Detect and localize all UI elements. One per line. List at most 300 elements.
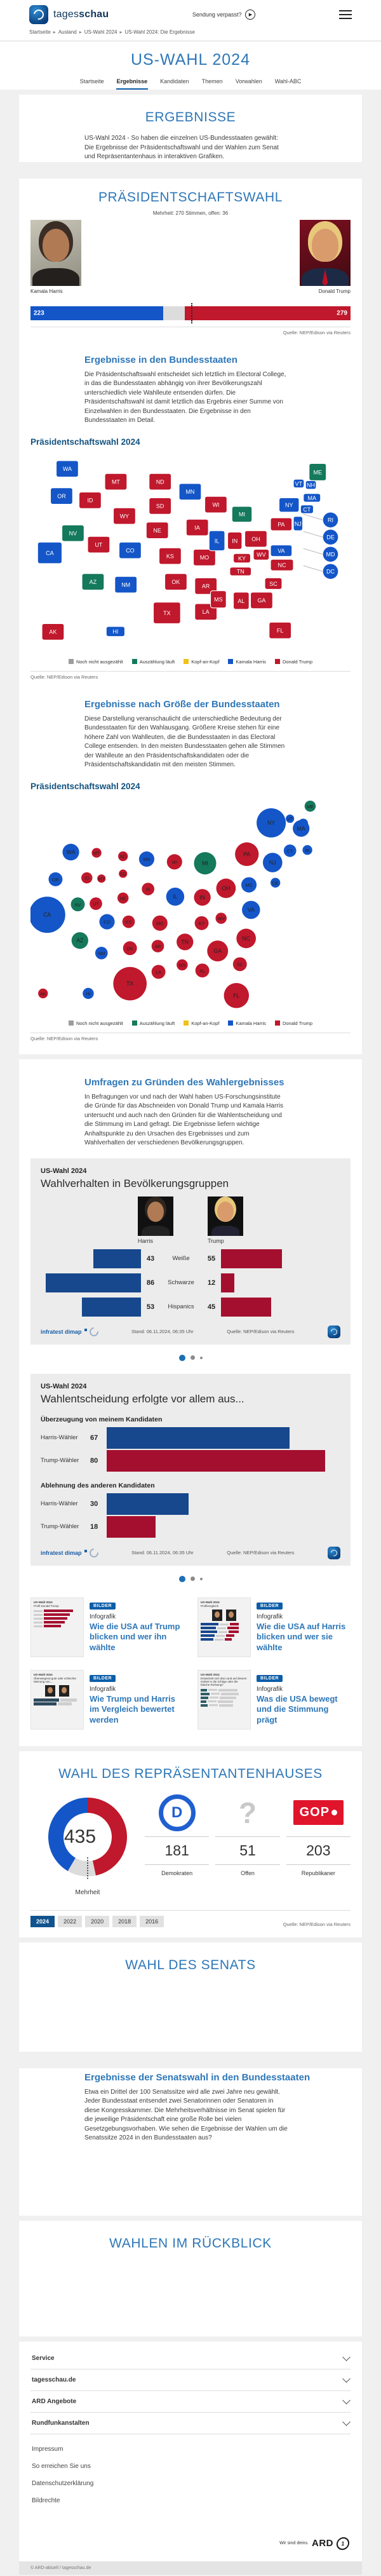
harris-photo: [30, 220, 81, 286]
party-column-demokraten: [145, 1794, 209, 1876]
footer-accordion-tagesschau-de[interactable]: [30, 2369, 351, 2391]
svg-text:KS: KS: [125, 919, 132, 925]
year-buttons: [30, 1916, 164, 1927]
teaser-thumbnail: [30, 1670, 84, 1730]
svg-text:IA: IA: [145, 886, 150, 892]
size-heading: Ergebnisse nach Größe der Bundesstaaten: [84, 698, 280, 710]
breadcrumb-separator-icon: ▸: [53, 29, 56, 35]
svg-text:ID: ID: [84, 876, 90, 881]
bubble-state-IA[interactable]: [142, 883, 154, 895]
bubble-state-AZ[interactable]: [72, 932, 88, 949]
map-state-MS[interactable]: [211, 590, 227, 607]
carousel-dot[interactable]: [190, 1576, 195, 1581]
footer-link-so-erreichen-sie-uns[interactable]: So erreichen Sie uns: [32, 2462, 91, 2470]
ard-claim: Wir sind deins.: [279, 2541, 309, 2545]
map-state-NV[interactable]: [62, 525, 84, 541]
bubble-state-NY[interactable]: [257, 808, 286, 837]
map-state-NC[interactable]: [271, 559, 293, 571]
senate-card: [19, 1942, 362, 2052]
svg-text:OH: OH: [251, 535, 260, 542]
house-total: 435: [64, 1826, 97, 1847]
thumb-bar: [201, 1704, 208, 1707]
breadcrumb-separator-icon: ▸: [79, 29, 82, 35]
carousel-dot[interactable]: [200, 1357, 203, 1359]
group-heading: Ablehnung des anderen Kandidaten: [41, 1481, 155, 1489]
ergebnisse-title: ERGEBNISSE: [145, 110, 236, 125]
map-state-RI[interactable]: [323, 512, 338, 527]
demographic-row: [41, 1249, 340, 1268]
svg-text:VA: VA: [247, 906, 255, 913]
bubble-state-AL[interactable]: [196, 963, 210, 977]
harris-photo-small: [138, 1196, 173, 1236]
row-label: Trump-Wähler: [41, 1523, 79, 1530]
svg-text:RI: RI: [328, 517, 333, 524]
map-state-DC[interactable]: [323, 564, 338, 579]
gop-logo-icon: GOP: [293, 1800, 344, 1825]
bubble-state-CO[interactable]: [99, 914, 114, 929]
map-state-OR[interactable]: [51, 487, 73, 504]
svg-text:MT: MT: [111, 478, 120, 485]
bubble-state-UT[interactable]: [90, 897, 102, 910]
svg-text:WI: WI: [212, 501, 220, 508]
harris-value: 43: [146, 1254, 155, 1263]
bubble-state-SD[interactable]: [119, 869, 127, 878]
thumb-bar: [34, 1702, 57, 1705]
bubble-state-AR[interactable]: [152, 940, 164, 952]
bubble-legend: [25, 1020, 356, 1026]
legend-item: [69, 1020, 123, 1026]
president-title: PRÄSIDENTSCHAFTSWAHL: [98, 189, 283, 205]
senate-states-heading: Ergebnisse der Senatswahl in den Bundesstaaten: [84, 2071, 311, 2083]
map-state-VA[interactable]: [271, 545, 292, 556]
party-columns: [145, 1789, 351, 1876]
map-state-MN[interactable]: [179, 483, 201, 499]
legend-item: [228, 1020, 266, 1026]
trump-bar: [221, 1298, 271, 1317]
svg-text:HI: HI: [112, 628, 119, 635]
map-state-FL[interactable]: [269, 622, 291, 639]
map-legend: [25, 659, 356, 665]
legend-swatch: [184, 659, 189, 664]
svg-text:IL: IL: [214, 537, 220, 544]
breadcrumb-separator-icon: ▸: [119, 29, 123, 35]
legend-swatch: [228, 1020, 233, 1026]
footer-links: [30, 2434, 351, 2516]
map-state-TX[interactable]: [154, 602, 181, 623]
footer-accordion-service[interactable]: [30, 2348, 351, 2369]
map-state-MO[interactable]: [194, 549, 216, 566]
bubble-state-AK[interactable]: [38, 988, 48, 998]
map-state-CA[interactable]: [37, 542, 62, 564]
map-state-PA[interactable]: [271, 517, 292, 530]
legend-item: [275, 1020, 312, 1026]
thumb-bar: [218, 1700, 233, 1704]
thumb-photo-harris: [212, 1610, 222, 1621]
thumb-bar: [201, 1638, 213, 1641]
title-band: [0, 42, 381, 90]
legend-item: [69, 659, 123, 665]
teaser-kicker: Infografik: [90, 1685, 116, 1693]
teaser-text: [257, 1670, 351, 1730]
callout-line: [304, 531, 323, 537]
bubble-state-IL[interactable]: [166, 887, 184, 905]
bubble-state-ID[interactable]: [81, 872, 93, 883]
bubble-state-GA[interactable]: [207, 940, 228, 961]
bubble-state-RI[interactable]: [302, 845, 312, 855]
teaser-article[interactable]: [197, 1597, 351, 1657]
umfragen-body: In Befragungen vor und nach der Wahl haben US-Forschungsinstitute die Gründe für das Abschneiden von Donald Trump und Kamala Harris untersucht und auch nach den Gründen für die Wahlentscheidung und die Stimmung im Land gefragt. Die Ergebnisse liefern wichtige Anhaltspunkte zu den Ursachen des Ergebnisses und zum Wahlverhalten der verschiedenen Bevölkerungsgruppen.: [84, 1093, 283, 1146]
bubble-state-NJ[interactable]: [263, 853, 283, 872]
thumb-bar: [229, 1630, 239, 1634]
svg-text:WV: WV: [217, 916, 225, 921]
tab-vorwahlen[interactable]: Vorwahlen: [235, 78, 262, 85]
teaser-article[interactable]: [197, 1670, 351, 1730]
map-state-NH[interactable]: [305, 480, 316, 489]
svg-text:TN: TN: [236, 568, 244, 575]
map-state-AL[interactable]: [234, 592, 250, 609]
bubble-state-WI[interactable]: [167, 854, 182, 869]
source-note: Quelle: NEP/Edison via Reuters: [227, 1550, 295, 1556]
bubble-state-VT[interactable]: [286, 814, 294, 822]
bilder-badge: BILDER: [257, 1603, 283, 1610]
svg-text:AL: AL: [199, 968, 205, 973]
bubble-state-ME[interactable]: [305, 800, 316, 811]
row-value: 67: [90, 1434, 98, 1442]
map-state-ME[interactable]: [309, 463, 326, 480]
year-button-2018[interactable]: 2018: [112, 1916, 137, 1927]
bubble-state-MS[interactable]: [177, 959, 188, 970]
bubble-state-OK[interactable]: [123, 941, 137, 955]
bubble-state-NE[interactable]: [117, 892, 129, 904]
accordion-label: ARD Angebote: [32, 2397, 77, 2405]
majority-label: Mehrheit: [75, 1888, 100, 1896]
carousel-dot[interactable]: [179, 1355, 185, 1361]
harris-bar-zone: [41, 1298, 141, 1317]
svg-text:NM: NM: [98, 951, 105, 956]
svg-text:MO: MO: [199, 554, 210, 561]
svg-text:OK: OK: [126, 946, 133, 951]
tab-wahl-abc[interactable]: Wahl-ABC: [274, 78, 302, 85]
source-note: Quelle: NEP/Edison via Reuters: [227, 1329, 295, 1334]
bubble-state-PA[interactable]: [235, 842, 258, 865]
svg-text:IA: IA: [194, 524, 200, 531]
senate-states-card: [19, 2068, 362, 2216]
legend-swatch: [228, 659, 233, 664]
breadcrumb-item[interactable]: US-Wahl 2024: [84, 29, 117, 35]
svg-text:AK: AK: [49, 628, 57, 635]
candidate-headers: [41, 1196, 340, 1244]
svg-text:KY: KY: [237, 555, 246, 562]
majority-marker: [191, 303, 192, 323]
map-state-GA[interactable]: [251, 592, 273, 608]
trump-photo: [300, 220, 351, 286]
legend-swatch: [184, 1020, 189, 1026]
year-button-2024[interactable]: 2024: [30, 1916, 55, 1927]
svg-text:FL: FL: [233, 992, 240, 999]
bubble-state-FL[interactable]: [224, 983, 249, 1008]
map-state-WY[interactable]: [114, 508, 136, 524]
thumb-photo-trump: [45, 1685, 55, 1697]
svg-text:TX: TX: [126, 980, 134, 987]
teaser-title[interactable]: Wie die USA auf Trump blicken und wer ihn wählte: [90, 1621, 180, 1653]
bubble-state-NM[interactable]: [95, 947, 108, 959]
map-state-SC[interactable]: [265, 578, 282, 589]
legend-label: Noch nicht ausgezählt: [76, 658, 123, 665]
breadcrumb-item[interactable]: US-Wahl 2024: Die Ergebnisse: [124, 29, 195, 35]
svg-text:IN: IN: [232, 537, 238, 544]
svg-text:ME: ME: [307, 804, 314, 810]
thumb-bar: [44, 1610, 73, 1613]
infographic-footer: [41, 1547, 340, 1559]
reason-bars: [41, 1416, 340, 1538]
bubble-state-KY[interactable]: [195, 916, 209, 930]
party-label: Offen: [241, 1869, 255, 1876]
bubble-state-MN[interactable]: [139, 851, 154, 866]
thumb-bar: [201, 1630, 217, 1634]
map-state-IA[interactable]: [186, 519, 208, 536]
map-state-NE[interactable]: [146, 522, 168, 538]
map-state-MA[interactable]: [304, 493, 321, 502]
map-state-WI[interactable]: [205, 496, 227, 513]
trump-value: 55: [207, 1254, 216, 1263]
svg-text:MS: MS: [178, 963, 186, 968]
tab-startseite[interactable]: Startseite: [79, 78, 104, 85]
bubble-state-KS[interactable]: [123, 915, 135, 928]
map-state-VT[interactable]: [293, 479, 304, 488]
bubble-state-IN[interactable]: [194, 889, 210, 905]
tab-kandidaten[interactable]: Kandidaten: [160, 78, 189, 85]
svg-text:AZ: AZ: [89, 578, 97, 585]
map-state-ID[interactable]: [79, 492, 102, 508]
thumb-bar: [225, 1638, 232, 1641]
bubble-state-VA[interactable]: [242, 900, 260, 918]
senate-states-body: Etwa ein Drittel der 100 Senatssitze wird alle zwei Jahre neu gewählt. Jeder Bundesstaat entsendet zwei Senatorinnen oder Senatoren in diese Kongresskammer. Die Mehrheitsverhältnisse im Senat spielen für die jeweilige Präsidentschaft eine große Rolle bei vielen Gesetzgebungsvorhaben. Wie sehen die Ergebnisse der Wahlen um die Senatssitze 2024 in den Bundesstaaten aus?: [84, 2088, 288, 2141]
harris-value: 86: [146, 1278, 155, 1287]
teaser-text: [257, 1597, 351, 1657]
tagesschau-mini-logo: [328, 1325, 340, 1338]
party-label: Demokraten: [161, 1869, 193, 1876]
svg-text:WY: WY: [98, 876, 105, 882]
footer-accordions: [30, 2348, 351, 2434]
svg-text:GA: GA: [257, 597, 266, 604]
map-state-NM[interactable]: [115, 576, 137, 593]
year-button-2016[interactable]: 2016: [140, 1916, 164, 1927]
map-state-AZ[interactable]: [82, 573, 104, 590]
map-state-KS[interactable]: [159, 548, 182, 564]
map-state-MT[interactable]: [105, 473, 127, 490]
play-icon: ▶: [245, 10, 255, 20]
thumb-bar: [201, 1623, 218, 1626]
bubble-state-WV[interactable]: [215, 912, 227, 924]
bubble-state-OR[interactable]: [48, 872, 62, 886]
svg-text:NE: NE: [153, 527, 161, 534]
svg-text:AZ: AZ: [76, 937, 84, 944]
row-value: 80: [90, 1456, 98, 1465]
bubble-state-MD[interactable]: [241, 877, 257, 892]
legend-item: [275, 659, 312, 665]
map-state-DE[interactable]: [323, 529, 338, 545]
house-donut: [30, 1789, 145, 1896]
chevron-down-icon: [342, 2353, 351, 2361]
bubble-state-WY[interactable]: [97, 874, 105, 883]
bubble-state-NC[interactable]: [236, 928, 256, 948]
states-body: Die Präsidentschaftswahl entscheidet sich letztlich im Electoral College, in das die Bundesstaaten abhängig von ihrer Bevölkerungszahl unterschiedlich viele Wahlleute entsenden dürfen. Die Präsidentschaftswahl ist damit letztlich das Ergebnis einer Summe von Einzelwahlen in den Bundesstaaten. Die Ergebnisse in den Bundesstaaten im Detail.: [84, 370, 286, 424]
bubble-state-TN[interactable]: [177, 933, 193, 950]
footer-accordion-rundfunkanstalten[interactable]: [30, 2413, 351, 2434]
tab-themen[interactable]: Themen: [201, 78, 223, 85]
carousel-dot[interactable]: [190, 1355, 195, 1360]
donut-democrats: [48, 1798, 88, 1871]
callout-line: [304, 548, 323, 554]
retrospect-card: [19, 2221, 362, 2336]
svg-text:WI: WI: [171, 859, 178, 865]
map-state-WV[interactable]: [253, 549, 269, 560]
bubble-state-WA[interactable]: [62, 843, 79, 860]
map-state-OH[interactable]: [245, 531, 267, 547]
svg-text:ME: ME: [313, 468, 322, 475]
bubble-state-ND[interactable]: [118, 851, 128, 860]
bubble-state-MI[interactable]: [194, 852, 216, 874]
gop-logo: [286, 1794, 351, 1831]
legend-swatch: [69, 659, 74, 664]
carousel-dot[interactable]: [200, 1578, 203, 1580]
legend-label: Kamala Harris: [236, 1020, 266, 1026]
thumb-bar: [60, 1698, 77, 1702]
bubble-state-HI[interactable]: [83, 987, 94, 999]
thumb-chart: [34, 1610, 81, 1628]
map-state-WA[interactable]: [57, 460, 79, 477]
svg-text:MA: MA: [297, 825, 305, 832]
footer-link-datenschutzerkl-rung[interactable]: Datenschutzerklärung: [32, 2479, 94, 2487]
thumb-bar: [44, 1613, 70, 1617]
map-state-KY[interactable]: [234, 553, 251, 563]
bubble-state-MA[interactable]: [293, 820, 309, 836]
map-state-TN[interactable]: [230, 567, 251, 576]
bubble-state-NV[interactable]: [71, 897, 85, 911]
map-state-HI[interactable]: [106, 626, 124, 636]
teaser-article[interactable]: [30, 1597, 184, 1657]
svg-text:OR: OR: [52, 877, 59, 883]
teaser-thumbnail: [30, 1597, 84, 1657]
teaser-title[interactable]: Was die USA bewegt und die Stimmung prägt: [257, 1693, 338, 1725]
callout-line: [304, 566, 323, 571]
year-button-2022[interactable]: 2022: [58, 1916, 82, 1927]
map-state-NY[interactable]: [279, 498, 300, 512]
harris-bar-zone: [41, 1273, 141, 1292]
missed-broadcast-button[interactable]: [192, 10, 256, 20]
svg-text:MS: MS: [214, 596, 223, 602]
svg-text:NC: NC: [242, 935, 250, 942]
chevron-down-icon: [342, 2375, 351, 2383]
legend-label: Donald Trump: [282, 1020, 313, 1026]
harris-bar-zone: [41, 1249, 141, 1268]
trump-votes: 279: [337, 309, 347, 316]
map-state-IN[interactable]: [228, 532, 243, 549]
bubble-state-OH[interactable]: [217, 878, 236, 898]
teaser-title[interactable]: Wie die USA auf Harris blicken und wer sie wählte: [257, 1621, 346, 1653]
bubble-state-MT[interactable]: [91, 848, 101, 857]
map-state-MI[interactable]: [232, 506, 252, 522]
row-bar: [107, 1450, 325, 1472]
reason-row: [41, 1516, 340, 1538]
candidate-row: [30, 220, 351, 304]
map-state-AK[interactable]: [42, 623, 64, 640]
map-state-SD[interactable]: [149, 498, 171, 514]
bilder-badge: BILDER: [257, 1675, 283, 1682]
teaser-grid: [30, 1597, 351, 1730]
us-state-map: [30, 451, 351, 653]
bubble-state-DE[interactable]: [271, 878, 280, 887]
reason-row: [41, 1450, 340, 1472]
row-label: Harris-Wähler: [41, 1434, 78, 1441]
svg-text:AL: AL: [237, 597, 245, 604]
svg-text:IN: IN: [199, 893, 206, 900]
map-state-MD[interactable]: [323, 546, 338, 562]
infographic-title: Wahlentscheidung erfolgte vor allem aus...: [41, 1392, 244, 1405]
map-state-UT[interactable]: [88, 536, 110, 553]
svg-text:NE: NE: [119, 895, 126, 901]
map-state-OK[interactable]: [165, 573, 187, 590]
svg-text:DC: DC: [326, 568, 335, 575]
svg-text:GA: GA: [213, 947, 222, 954]
demographic-bars: [41, 1249, 340, 1317]
footer-link-bildrechte[interactable]: Bildrechte: [32, 2497, 60, 2504]
map-state-CO[interactable]: [119, 542, 142, 559]
bubble-state-SC[interactable]: [233, 957, 247, 971]
trump-bar: [221, 1249, 282, 1268]
row-value: 30: [90, 1500, 98, 1508]
menu-icon[interactable]: [339, 8, 352, 22]
bubble-state-TX[interactable]: [113, 966, 147, 1000]
svg-text:PA: PA: [243, 850, 251, 857]
teaser-article[interactable]: [30, 1670, 184, 1730]
legend-label: Auszählung läuft: [139, 658, 175, 665]
footer-accordion-ard-angebote[interactable]: [30, 2391, 351, 2413]
legend-swatch: [132, 1020, 137, 1026]
party-column-offen: [215, 1794, 279, 1876]
bubble-state-LA[interactable]: [152, 965, 166, 979]
thumb-kicker: US-Wahl 2024: [34, 1600, 53, 1604]
bubble-state-CA[interactable]: [30, 897, 65, 933]
svg-text:MO: MO: [156, 921, 164, 926]
breadcrumb-item[interactable]: Ausland: [58, 29, 77, 35]
top-bar: [0, 0, 381, 28]
breadcrumb-item[interactable]: Startseite: [29, 29, 51, 35]
map-state-CT[interactable]: [300, 505, 313, 513]
map-state-ND[interactable]: [149, 473, 171, 490]
footer-link-impressum[interactable]: Impressum: [32, 2445, 64, 2453]
tab-bar: [0, 76, 381, 90]
year-button-2020[interactable]: 2020: [85, 1916, 109, 1927]
teaser-title[interactable]: Wie Trump und Harris im Vergleich bewertet werden: [90, 1693, 175, 1725]
category-label: Hispanics: [168, 1303, 194, 1310]
carousel-dot[interactable]: [179, 1576, 185, 1582]
tab-ergebnisse[interactable]: Ergebnisse: [116, 76, 149, 90]
thumb-bar: [201, 1627, 216, 1630]
thumb-kicker: US-Wahl 2024: [201, 1600, 220, 1604]
thumb-bar: [230, 1623, 239, 1626]
bubble-state-MO[interactable]: [152, 915, 168, 930]
open-question-icon: ?: [238, 1796, 257, 1829]
breadcrumb: [0, 28, 381, 41]
svg-text:HI: HI: [86, 991, 91, 997]
svg-text:NJ: NJ: [269, 859, 276, 866]
map-state-IL[interactable]: [209, 531, 225, 551]
bubble-state-CT[interactable]: [284, 844, 297, 857]
svg-text:NY: NY: [267, 819, 276, 826]
tagesschau-logo-link[interactable]: [29, 5, 109, 24]
map-state-NJ[interactable]: [293, 516, 303, 531]
